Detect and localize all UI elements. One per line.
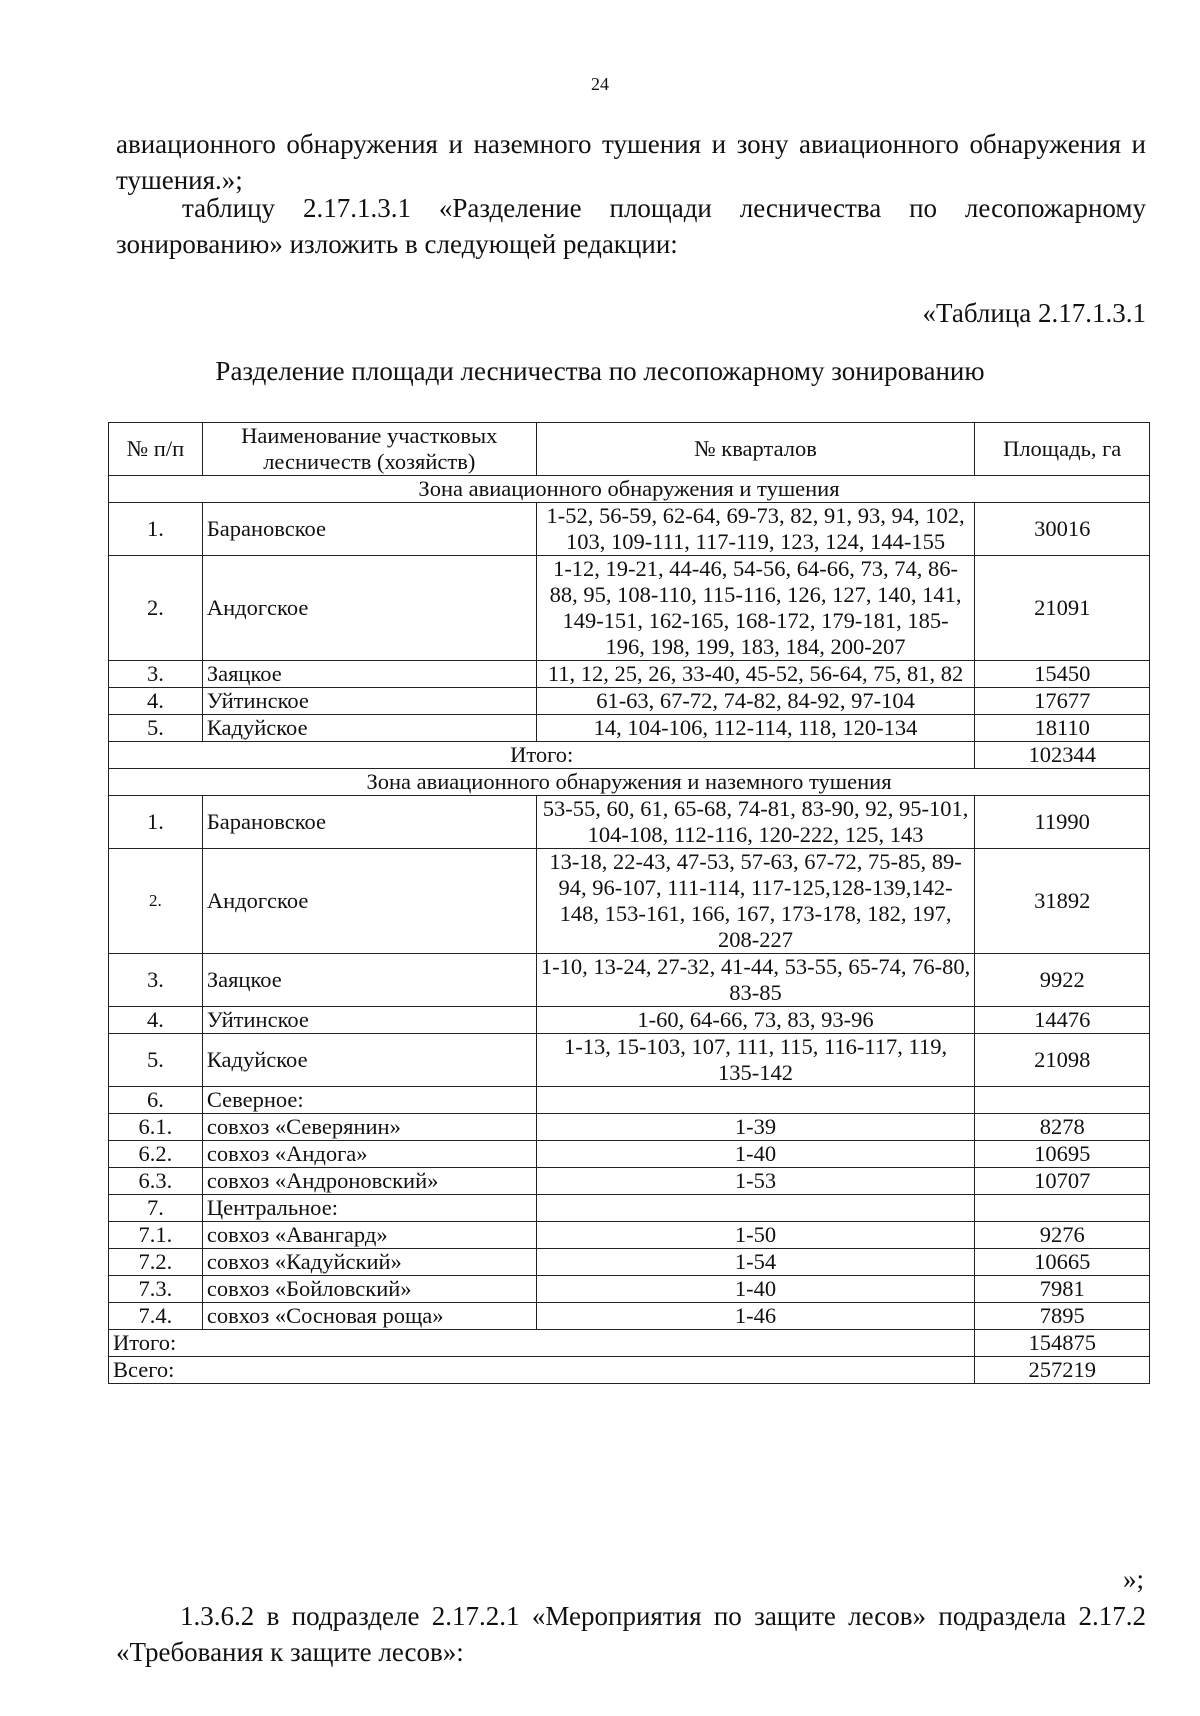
zone1-body	[109, 476, 1150, 769]
table-row	[109, 688, 1150, 715]
table-row	[109, 503, 1150, 556]
row-num: 1.	[109, 503, 203, 556]
row-name: Центральное:	[202, 1195, 536, 1222]
row-name: Заяцкое	[202, 661, 536, 688]
row-quarters: 1-46	[536, 1303, 975, 1330]
row-quarters	[536, 1087, 975, 1114]
row-area: 10695	[975, 1141, 1150, 1168]
row-area: 21091	[975, 556, 1150, 661]
row-quarters: 14, 104-106, 112-114, 118, 120-134	[536, 715, 975, 742]
row-num: 6.	[109, 1087, 203, 1114]
table-title: Разделение площади лесничества по лесопожарному зонированию	[215, 356, 985, 386]
row-area: 30016	[975, 503, 1150, 556]
row-name: Андогское	[202, 849, 536, 954]
table-row	[109, 1168, 1150, 1195]
row-area	[975, 1087, 1150, 1114]
row-quarters: 53-55, 60, 61, 65-68, 74-81, 83-90, 92, 95-101, 104-108, 112-116, 120-222, 125, 143	[536, 796, 975, 849]
row-num: 5.	[109, 1034, 203, 1087]
table-row	[109, 1114, 1150, 1141]
table-row	[109, 954, 1150, 1007]
row-area: 9276	[975, 1222, 1150, 1249]
row-name: совхоз «Бойловский»	[202, 1276, 536, 1303]
zone2-total-label: Итого:	[109, 1330, 975, 1357]
table-row	[109, 1195, 1150, 1222]
zone1-title: Зона авиационного обнаружения и тушения	[109, 476, 1150, 503]
paragraph-3: 1.3.6.2 в подразделе 2.17.2.1 «Мероприятия по защите лесов» подраздела 2.17.2 «Требования к защите лесов»:	[116, 1601, 1146, 1667]
row-num: 7.4.	[109, 1303, 203, 1330]
table-row	[109, 556, 1150, 661]
grand-total-row	[109, 1357, 1150, 1384]
zone1-title-row	[109, 476, 1150, 503]
row-num: 5.	[109, 715, 203, 742]
row-num: 7.3.	[109, 1276, 203, 1303]
row-name: совхоз «Андога»	[202, 1141, 536, 1168]
row-area: 7895	[975, 1303, 1150, 1330]
table-row	[109, 849, 1150, 954]
zone1-total-label: Итого:	[109, 742, 975, 769]
row-name: Кадуйское	[202, 715, 536, 742]
row-quarters: 1-52, 56-59, 62-64, 69-73, 82, 91, 93, 94, 102, 103, 109-111, 117-119, 123, 124, 144-155	[536, 503, 975, 556]
row-name: Барановское	[202, 503, 536, 556]
row-name: совхоз «Сосновая роща»	[202, 1303, 536, 1330]
header-quarters: № кварталов	[536, 423, 975, 476]
row-name: Уйтинское	[202, 688, 536, 715]
row-name: Барановское	[202, 796, 536, 849]
row-name: Северное:	[202, 1087, 536, 1114]
row-num: 7.2.	[109, 1249, 203, 1276]
table-row	[109, 661, 1150, 688]
row-quarters: 1-40	[536, 1276, 975, 1303]
row-area: 14476	[975, 1007, 1150, 1034]
grand-total-label: Всего:	[109, 1357, 975, 1384]
row-area: 10707	[975, 1168, 1150, 1195]
zone2-total-row	[109, 1330, 1150, 1357]
zone2-total-value: 154875	[975, 1330, 1150, 1357]
row-quarters: 1-50	[536, 1222, 975, 1249]
row-num: 2.	[109, 556, 203, 661]
table-header-row	[109, 423, 1150, 476]
zone2-body	[109, 769, 1150, 1384]
row-area: 11990	[975, 796, 1150, 849]
row-quarters: 1-53	[536, 1168, 975, 1195]
row-quarters: 1-13, 15-103, 107, 111, 115, 116-117, 119, 135-142	[536, 1034, 975, 1087]
row-quarters	[536, 1195, 975, 1222]
row-area: 7981	[975, 1276, 1150, 1303]
row-name: Заяцкое	[202, 954, 536, 1007]
row-name: Кадуйское	[202, 1034, 536, 1087]
row-area: 18110	[975, 715, 1150, 742]
row-name: совхоз «Андроновский»	[202, 1168, 536, 1195]
row-name: совхоз «Авангард»	[202, 1222, 536, 1249]
row-quarters: 1-10, 13-24, 27-32, 41-44, 53-55, 65-74, 76-80, 83-85	[536, 954, 975, 1007]
row-quarters: 1-40	[536, 1141, 975, 1168]
row-area: 8278	[975, 1114, 1150, 1141]
row-num: 4.	[109, 1007, 203, 1034]
row-quarters: 1-54	[536, 1249, 975, 1276]
zone2-title: Зона авиационного обнаружения и наземного тушения	[109, 769, 1150, 796]
table-row	[109, 1222, 1150, 1249]
page-number: 24	[591, 74, 609, 94]
row-area: 15450	[975, 661, 1150, 688]
paragraph-1: авиационного обнаружения и наземного тушения и зону авиационного обнаружения и тушения.»;	[116, 129, 1146, 195]
table-row	[109, 1303, 1150, 1330]
row-area: 17677	[975, 688, 1150, 715]
row-num: 6.3.	[109, 1168, 203, 1195]
row-num: 6.1.	[109, 1114, 203, 1141]
table-row	[109, 715, 1150, 742]
zone1-total-row	[109, 742, 1150, 769]
row-num: 3.	[109, 661, 203, 688]
header-name: Наименование участковых лесничеств (хозяйств)	[202, 423, 536, 476]
row-quarters: 1-12, 19-21, 44-46, 54-56, 64-66, 73, 74, 86-88, 95, 108-110, 115-116, 126, 127, 140, 141, 149-151, 162-165, 168-172, 179-181, 185- 196, 198, 199, 183, 184, 200-207	[536, 556, 975, 661]
row-area	[975, 1195, 1150, 1222]
row-area: 21098	[975, 1034, 1150, 1087]
row-name: совхоз «Северянин»	[202, 1114, 536, 1141]
paragraph-2: таблицу 2.17.1.3.1 «Разделение площади лесничества по лесопожарному зонированию» изложить в следующей редакции:	[116, 193, 1146, 259]
closing-quote: »;	[1122, 1564, 1144, 1594]
row-quarters: 13-18, 22-43, 47-53, 57-63, 67-72, 75-85, 89-94, 96-107, 111-114, 117-125,128-139,142-148, 153-161, 166, 167, 173-178, 182, 197, 208-227	[536, 849, 975, 954]
row-num: 3.	[109, 954, 203, 1007]
zone1-total-value: 102344	[975, 742, 1150, 769]
table-row	[109, 796, 1150, 849]
header-area: Площадь, га	[975, 423, 1150, 476]
table-row	[109, 1087, 1150, 1114]
row-quarters: 1-39	[536, 1114, 975, 1141]
header-num: № п/п	[109, 423, 203, 476]
row-quarters: 11, 12, 25, 26, 33-40, 45-52, 56-64, 75, 81, 82	[536, 661, 975, 688]
row-name: Андогское	[202, 556, 536, 661]
row-num: 7.	[109, 1195, 203, 1222]
row-num: 4.	[109, 688, 203, 715]
table-row	[109, 1141, 1150, 1168]
row-area: 31892	[975, 849, 1150, 954]
table-row	[109, 1276, 1150, 1303]
row-num: 6.2.	[109, 1141, 203, 1168]
row-name: совхоз «Кадуйский»	[202, 1249, 536, 1276]
table-row	[109, 1249, 1150, 1276]
row-num: 7.1.	[109, 1222, 203, 1249]
row-num: 2.	[109, 849, 203, 954]
row-quarters: 61-63, 67-72, 74-82, 84-92, 97-104	[536, 688, 975, 715]
row-area: 10665	[975, 1249, 1150, 1276]
row-name: Уйтинское	[202, 1007, 536, 1034]
grand-total-value: 257219	[975, 1357, 1150, 1384]
table-row	[109, 1007, 1150, 1034]
row-num: 1.	[109, 796, 203, 849]
table-caption: «Таблица 2.17.1.3.1	[922, 298, 1146, 328]
zoning-table	[108, 422, 1150, 1384]
row-quarters: 1-60, 64-66, 73, 83, 93-96	[536, 1007, 975, 1034]
table-row	[109, 1034, 1150, 1087]
zone2-title-row	[109, 769, 1150, 796]
row-area: 9922	[975, 954, 1150, 1007]
